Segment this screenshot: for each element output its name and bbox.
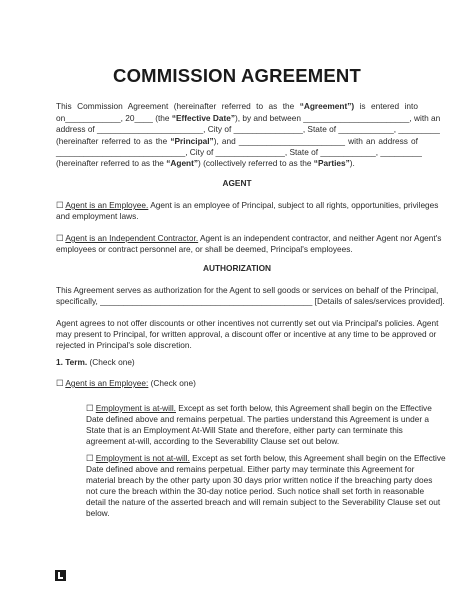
agent-employee-option-cont: and employment laws. xyxy=(56,211,139,221)
word: of xyxy=(411,136,418,146)
text: ). xyxy=(349,158,355,168)
word: entered xyxy=(371,101,400,111)
option-label: Employment is at-will. xyxy=(95,403,176,413)
atwill-line-4: agreement at-will, according to the Severability Clause set out below. xyxy=(86,436,340,446)
document-title: COMMISSION AGREEMENT xyxy=(113,65,361,86)
term-title: 1. Term. xyxy=(56,357,88,367)
word: an xyxy=(366,136,376,146)
option-label: Employment is not at-will. xyxy=(95,453,190,463)
word: Agreement xyxy=(127,101,169,111)
authorization-p2-line-3: rejected in Principal's sole discretion. xyxy=(56,340,192,350)
text: , with an xyxy=(409,113,441,123)
option-label: Agent is an Employee. xyxy=(65,200,149,210)
word: is xyxy=(359,101,366,111)
word: to xyxy=(133,136,141,146)
agent-employee-option xyxy=(56,200,438,210)
blank-field[interactable]: _______________________ xyxy=(238,136,346,146)
blank-field[interactable]: _______________________ xyxy=(303,113,410,123)
agent-contractor-option xyxy=(56,233,441,243)
intro-line-4 xyxy=(56,136,418,146)
option-label: Agent is an Employee: xyxy=(65,378,149,388)
not-atwill-option xyxy=(86,453,446,463)
brand-logo-icon xyxy=(55,570,66,581)
intro-line-1 xyxy=(56,101,418,111)
text: ) (collectively referred to as the xyxy=(198,158,314,168)
not-atwill-line-2: Date defined above and remains perpetual. Either party may terminate this Agreement for xyxy=(86,464,415,474)
agent-term: “Agent” xyxy=(166,158,199,168)
word: as xyxy=(268,101,278,111)
checkbox-icon[interactable]: ☐ xyxy=(56,233,64,243)
text: (hereinafter referred to as the xyxy=(56,158,167,168)
text: on____________, 20____ (the xyxy=(56,113,172,123)
atwill-line-2: Date defined above and remains perpetual. The parties understand this Agreement is under a xyxy=(86,414,430,424)
word: This xyxy=(56,101,72,111)
authorization-p1-line-2: specifically, ______________________________________________ [Details of sales/services provided]. xyxy=(56,296,445,306)
word: (hereinafter xyxy=(173,101,217,111)
agent-heading: AGENT xyxy=(222,178,252,188)
word: as xyxy=(143,136,153,146)
term-employee-option xyxy=(56,378,196,388)
principal-term: “Principal” xyxy=(170,136,214,146)
not-atwill-line-6: below. xyxy=(86,508,110,518)
intro-line-3: address of _______________________, City of _______________, State of ____________, _________ xyxy=(56,124,440,134)
word: Commission xyxy=(77,101,123,111)
text: Except as set forth below, this Agreement shall begin on the Effective xyxy=(176,403,432,413)
agent-contractor-option-cont: employees or contract personnel are, or shall be deemed, Principal's employees. xyxy=(56,244,353,254)
word: referred xyxy=(101,136,131,146)
checkbox-icon[interactable]: ☐ xyxy=(86,453,94,463)
text: ), xyxy=(213,136,219,146)
authorization-p2-line-2: may present to Principal, for written approval, a discount offer or incentive at any time to be approved or xyxy=(56,329,437,339)
checkbox-icon[interactable]: ☐ xyxy=(86,403,94,413)
text: (Check one) xyxy=(87,357,135,367)
intro-line-5: ____________________________, City of _______________, State of ____________, _________ xyxy=(56,147,422,157)
not-atwill-line-3: material breach by the other party upon 30 days prior written notice if the breaching party does xyxy=(86,475,433,485)
authorization-heading: AUTHORIZATION xyxy=(202,263,272,273)
word: with xyxy=(348,136,363,146)
atwill-line-3: State that is an Employment At-Will State and therefore, either party can terminate this xyxy=(86,425,403,435)
option-label: Agent is an Independent Contractor. xyxy=(65,233,199,243)
intro-line-2 xyxy=(56,113,441,123)
intro-line-6 xyxy=(56,158,355,168)
word: and xyxy=(221,136,236,146)
text: (Check one) xyxy=(148,378,196,388)
word: into xyxy=(404,101,418,111)
parties-term: “Parties” xyxy=(313,158,350,168)
checkbox-icon[interactable]: ☐ xyxy=(56,378,64,388)
text: ), by and between xyxy=(234,113,304,123)
word: address xyxy=(378,136,408,146)
agreement-term: “Agreement”) xyxy=(299,101,355,111)
word: the xyxy=(155,136,168,146)
term-heading xyxy=(56,357,135,367)
word: (hereinafter xyxy=(56,136,99,146)
word: the xyxy=(282,101,295,111)
text: Agent is an employee of Principal, subject to all rights, opportunities, privileges xyxy=(148,200,439,210)
text: Except as set forth below, this Agreement shall begin on the Effective xyxy=(189,453,446,463)
not-atwill-line-5: detail the nature of the asserted breach and will remain subject to the Severability Clause set out xyxy=(86,497,441,507)
word: to xyxy=(256,101,264,111)
word: referred xyxy=(221,101,251,111)
authorization-p2-line-1: Agent agrees to not offer discounts or other incentives not currently set out via Principal's policies. Agent xyxy=(56,318,439,328)
atwill-option xyxy=(86,403,432,413)
checkbox-icon[interactable]: ☐ xyxy=(56,200,64,210)
text: Agent is an independent contractor, and neither Agent nor Agent's xyxy=(198,233,442,243)
not-atwill-line-4: not cure the breach within the 30-day notice period. Such notice shall set forth in reasonable xyxy=(86,486,425,496)
authorization-p1-line-1: This Agreement serves as authorization for the Agent to sell goods or services on behalf of the Principal, xyxy=(56,285,439,295)
effective-date-term: “Effective Date” xyxy=(171,113,235,123)
